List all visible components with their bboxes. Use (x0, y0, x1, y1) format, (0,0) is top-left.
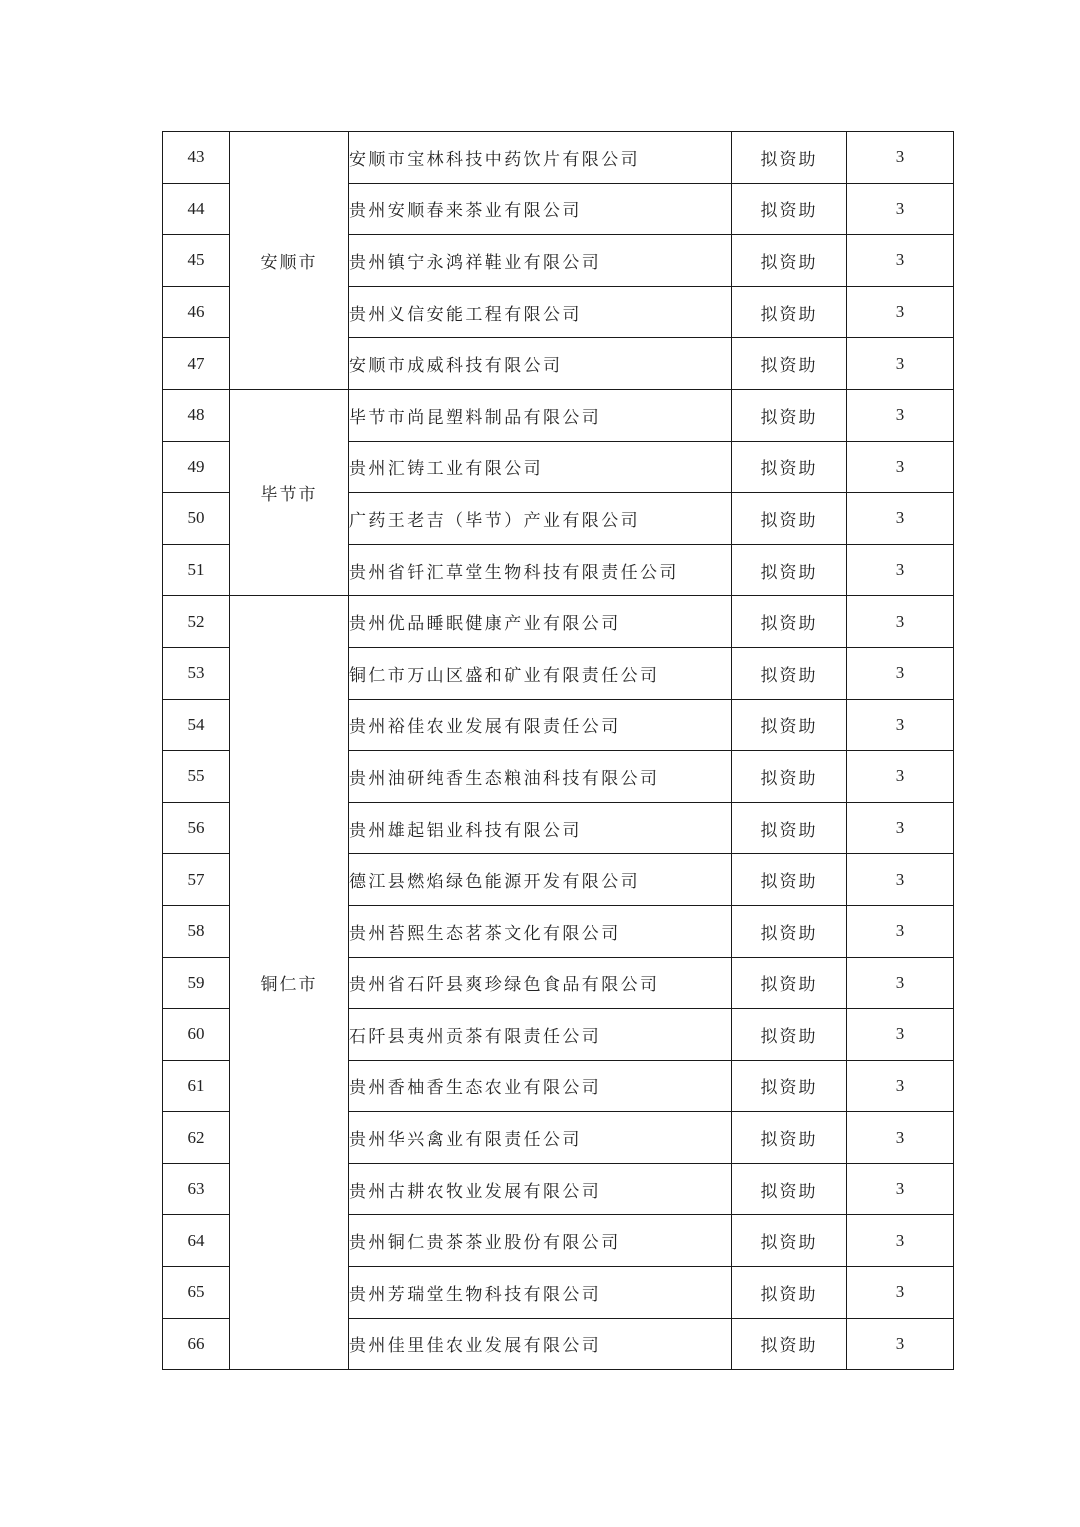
city-cell: 铜仁市 (230, 596, 349, 1370)
amount-cell: 3 (847, 1009, 954, 1061)
row-number-cell: 64 (163, 1215, 230, 1267)
row-number-cell: 49 (163, 441, 230, 493)
amount-cell: 3 (847, 957, 954, 1009)
row-number-cell: 65 (163, 1267, 230, 1319)
row-number-cell: 52 (163, 596, 230, 648)
status-cell: 拟资助 (732, 596, 847, 648)
row-number-cell: 55 (163, 751, 230, 803)
row-number-cell: 48 (163, 389, 230, 441)
company-name-cell: 贵州义信安能工程有限公司 (349, 286, 732, 338)
status-cell: 拟资助 (732, 699, 847, 751)
company-name-cell: 贵州省石阡县爽珍绿色食品有限公司 (349, 957, 732, 1009)
amount-cell: 3 (847, 647, 954, 699)
row-number-cell: 56 (163, 802, 230, 854)
row-number-cell: 54 (163, 699, 230, 751)
row-number-cell: 50 (163, 493, 230, 545)
company-name-cell: 贵州镇宁永鸿祥鞋业有限公司 (349, 235, 732, 287)
row-number-cell: 61 (163, 1060, 230, 1112)
status-cell: 拟资助 (732, 802, 847, 854)
amount-cell: 3 (847, 389, 954, 441)
amount-cell: 3 (847, 905, 954, 957)
status-cell: 拟资助 (732, 854, 847, 906)
status-cell: 拟资助 (732, 544, 847, 596)
amount-cell: 3 (847, 1318, 954, 1370)
status-cell: 拟资助 (732, 751, 847, 803)
company-name-cell: 贵州佳里佳农业发展有限公司 (349, 1318, 732, 1370)
company-name-cell: 贵州油研纯香生态粮油科技有限公司 (349, 751, 732, 803)
amount-cell: 3 (847, 1112, 954, 1164)
company-name-cell: 铜仁市万山区盛和矿业有限责任公司 (349, 647, 732, 699)
row-number-cell: 45 (163, 235, 230, 287)
amount-cell: 3 (847, 338, 954, 390)
row-number-cell: 43 (163, 132, 230, 184)
amount-cell: 3 (847, 1215, 954, 1267)
status-cell: 拟资助 (732, 441, 847, 493)
amount-cell: 3 (847, 751, 954, 803)
company-name-cell: 德江县燃焰绿色能源开发有限公司 (349, 854, 732, 906)
amount-cell: 3 (847, 699, 954, 751)
status-cell: 拟资助 (732, 1009, 847, 1061)
status-cell: 拟资助 (732, 183, 847, 235)
company-name-cell: 贵州优品睡眠健康产业有限公司 (349, 596, 732, 648)
company-name-cell: 贵州铜仁贵茶茶业股份有限公司 (349, 1215, 732, 1267)
amount-cell: 3 (847, 854, 954, 906)
company-name-cell: 石阡县夷州贡茶有限责任公司 (349, 1009, 732, 1061)
amount-cell: 3 (847, 1060, 954, 1112)
city-cell: 毕节市 (230, 389, 349, 595)
row-number-cell: 62 (163, 1112, 230, 1164)
amount-cell: 3 (847, 493, 954, 545)
amount-cell: 3 (847, 183, 954, 235)
table-body (163, 132, 954, 1370)
amount-cell: 3 (847, 1163, 954, 1215)
company-name-cell: 贵州省钎汇草堂生物科技有限责任公司 (349, 544, 732, 596)
company-name-cell: 安顺市宝林科技中药饮片有限公司 (349, 132, 732, 184)
status-cell: 拟资助 (732, 235, 847, 287)
status-cell: 拟资助 (732, 1163, 847, 1215)
table-row (163, 132, 954, 184)
grant-table (162, 131, 954, 1370)
status-cell: 拟资助 (732, 1318, 847, 1370)
row-number-cell: 63 (163, 1163, 230, 1215)
company-name-cell: 贵州苔熙生态茗茶文化有限公司 (349, 905, 732, 957)
amount-cell: 3 (847, 441, 954, 493)
status-cell: 拟资助 (732, 1112, 847, 1164)
amount-cell: 3 (847, 286, 954, 338)
company-name-cell: 贵州古耕农牧业发展有限公司 (349, 1163, 732, 1215)
company-name-cell: 贵州雄起铝业科技有限公司 (349, 802, 732, 854)
status-cell: 拟资助 (732, 1267, 847, 1319)
status-cell: 拟资助 (732, 338, 847, 390)
company-name-cell: 贵州芳瑞堂生物科技有限公司 (349, 1267, 732, 1319)
company-name-cell: 贵州裕佳农业发展有限责任公司 (349, 699, 732, 751)
company-name-cell: 贵州汇铸工业有限公司 (349, 441, 732, 493)
row-number-cell: 44 (163, 183, 230, 235)
row-number-cell: 66 (163, 1318, 230, 1370)
row-number-cell: 60 (163, 1009, 230, 1061)
row-number-cell: 47 (163, 338, 230, 390)
amount-cell: 3 (847, 1267, 954, 1319)
row-number-cell: 58 (163, 905, 230, 957)
status-cell: 拟资助 (732, 1060, 847, 1112)
table-row (163, 596, 954, 648)
row-number-cell: 57 (163, 854, 230, 906)
table-row (163, 389, 954, 441)
status-cell: 拟资助 (732, 647, 847, 699)
company-name-cell: 贵州华兴禽业有限责任公司 (349, 1112, 732, 1164)
row-number-cell: 59 (163, 957, 230, 1009)
row-number-cell: 51 (163, 544, 230, 596)
city-cell: 安顺市 (230, 132, 349, 390)
amount-cell: 3 (847, 235, 954, 287)
row-number-cell: 46 (163, 286, 230, 338)
status-cell: 拟资助 (732, 905, 847, 957)
company-name-cell: 贵州安顺春来茶业有限公司 (349, 183, 732, 235)
company-name-cell: 广药王老吉（毕节）产业有限公司 (349, 493, 732, 545)
amount-cell: 3 (847, 802, 954, 854)
company-name-cell: 毕节市尚昆塑料制品有限公司 (349, 389, 732, 441)
row-number-cell: 53 (163, 647, 230, 699)
amount-cell: 3 (847, 544, 954, 596)
status-cell: 拟资助 (732, 957, 847, 1009)
status-cell: 拟资助 (732, 493, 847, 545)
status-cell: 拟资助 (732, 286, 847, 338)
status-cell: 拟资助 (732, 1215, 847, 1267)
company-name-cell: 贵州香柚香生态农业有限公司 (349, 1060, 732, 1112)
amount-cell: 3 (847, 596, 954, 648)
status-cell: 拟资助 (732, 389, 847, 441)
status-cell: 拟资助 (732, 132, 847, 184)
amount-cell: 3 (847, 132, 954, 184)
company-name-cell: 安顺市成威科技有限公司 (349, 338, 732, 390)
